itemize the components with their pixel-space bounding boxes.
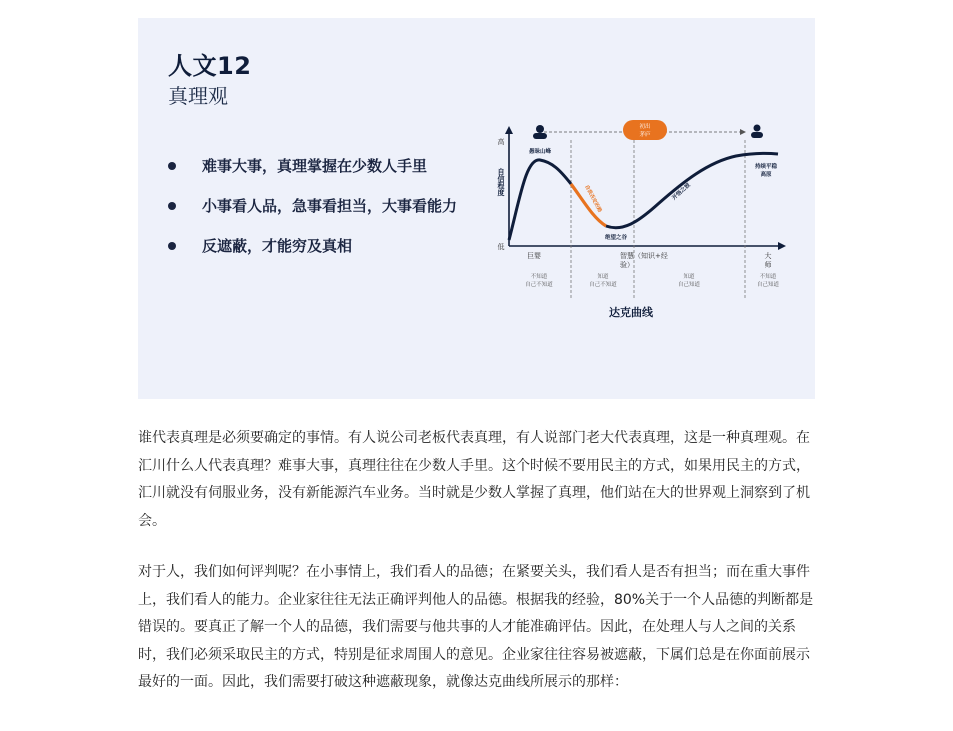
top-arrow-icon: [740, 129, 746, 135]
x-label-giant: 巨婴: [527, 252, 541, 260]
bullet-dot-icon: [168, 202, 176, 210]
rise-label: 开悟之坡: [671, 182, 692, 202]
stage-label: 知道: [683, 274, 695, 280]
valley-label: 绝望之谷: [604, 235, 628, 241]
stage-label: 自己不知道: [589, 282, 617, 288]
card-subtitle: 真理观: [168, 84, 228, 108]
y-axis-low-label: 低: [497, 243, 505, 251]
stage-label: 不知道: [530, 274, 548, 280]
y-axis-high-label: 高: [497, 138, 505, 146]
diagram-caption: 达克曲线: [609, 306, 653, 319]
bullet-item: [168, 156, 457, 196]
bullet-dot-icon: [168, 162, 176, 170]
y-axis-arrow-icon: [505, 126, 513, 134]
stage-label: 自己知道: [677, 282, 701, 288]
curve-rise: [509, 160, 571, 240]
person-icon: [751, 125, 763, 139]
infographic-card: [138, 18, 815, 399]
stage-label: 知道: [597, 274, 609, 280]
badge-text: 茅庐: [639, 132, 651, 138]
x-label-master: 大: [764, 252, 772, 260]
curve-recovery: [606, 153, 778, 227]
body-paragraph: 对于人，我们如何评判呢？在小事情上，我们看人的品德；在紧要关头，我们看人是否有担当；而在重大事件上，我们看人的能力。企业家往往无法正确评判他人的品德。根据我的经验，80%关于一个人品德的判断都是错误的。要真正了解一个人的品德，我们需要与他共事的人才能准确评估。因此，在处理人与人之间的关系时，我们必须采取民主的方式，特别是征求周围人的意见。企业家往往容易被遮蔽，下属们总是在你面前展示最好的一面。因此，我们需要打破这种遮蔽现象，就像达克曲线所展示的那样：: [138, 564, 814, 690]
bullet-text: 小事看人品，急事看担当，大事看能力: [202, 197, 458, 215]
bullet-dot-icon: [168, 242, 176, 250]
bullet-text: 难事大事，真理掌握在少数人手里: [202, 157, 428, 175]
x-label-master: 师: [764, 261, 772, 269]
badge-text: 初出: [639, 124, 651, 130]
x-axis-arrow-icon: [778, 242, 786, 250]
x-label-wisdom: 智慧（知识+经: [620, 252, 668, 260]
body-paragraph: 谁代表真理是必须要确定的事情。有人说公司老板代表真理，有人说部门老大代表真理，这是一种真理观。在汇川什么人代表真理？难事大事，真理往往在少数人手里。这个时候不要用民主的方式，如果用民主的方式，汇川就没有伺服业务，没有新能源汽车业务。当时就是少数人掌握了真理，他们站在大的世界观上洞察到了机会。: [138, 430, 810, 529]
plateau-label: 持续平稳: [754, 164, 778, 170]
bullet-item: [168, 196, 457, 236]
bullet-item: [168, 236, 457, 276]
descent-label: 自我否定的路: [583, 184, 603, 214]
card-title: 人文12: [168, 52, 252, 80]
y-axis-title: 自信程度: [497, 168, 505, 196]
plateau-label: 高原: [760, 172, 772, 178]
bullet-text: 反遮蔽，才能穷及真相: [202, 237, 353, 255]
bullet-list: [168, 156, 457, 276]
stage-label: 不知道: [759, 274, 777, 280]
stage-label: 自己不知道: [525, 282, 553, 288]
peak-label: 愚昧山峰: [528, 149, 552, 155]
stage-label: 自己知道: [756, 282, 780, 288]
dunning-kruger-diagram: [488, 118, 798, 328]
x-label-wisdom: 验）: [620, 261, 634, 269]
